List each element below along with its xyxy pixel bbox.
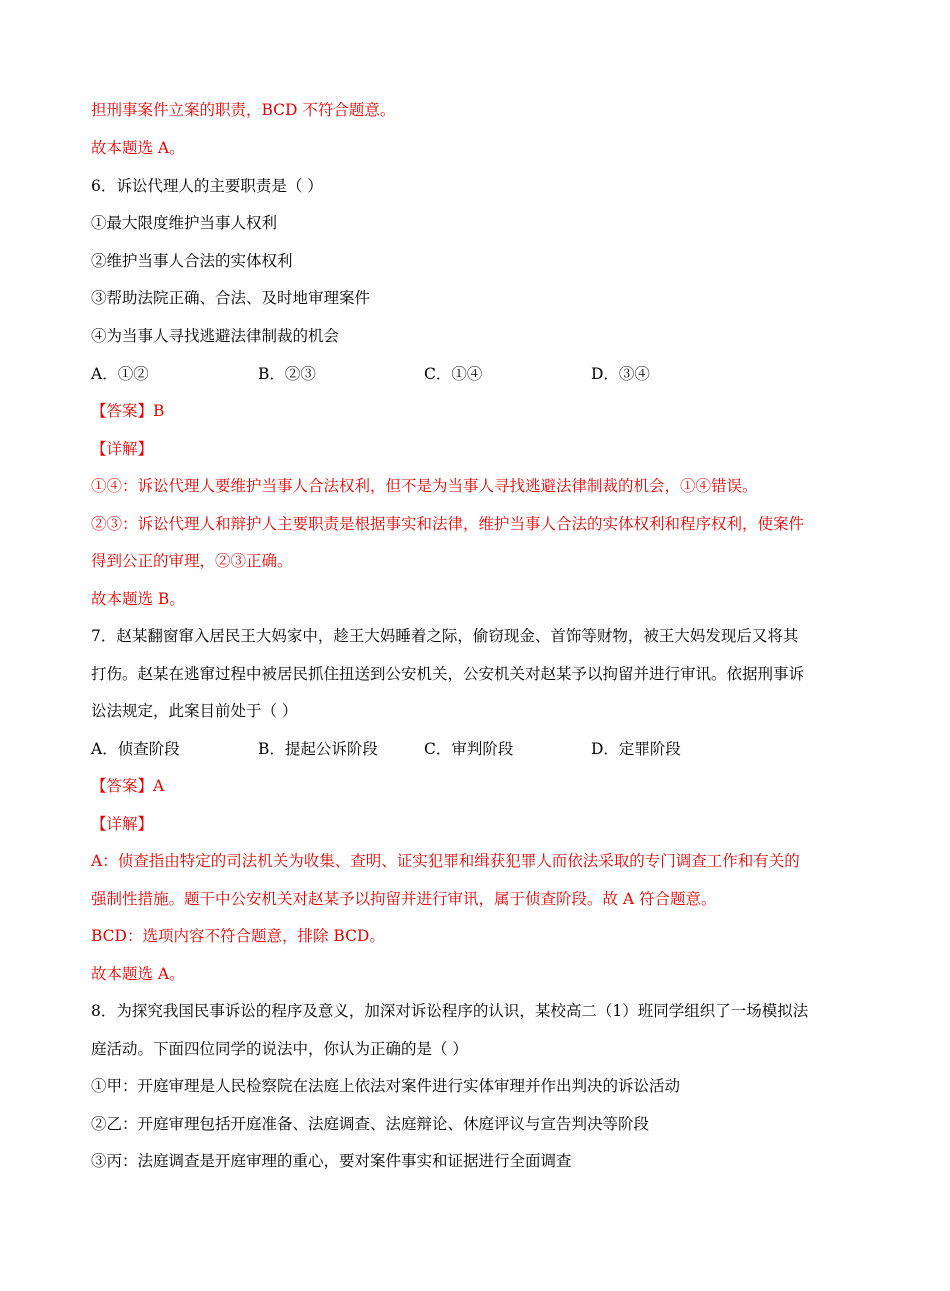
question-6-option-d: D．③④ <box>591 365 650 383</box>
question-6-option-c: C．①④ <box>424 365 483 383</box>
question-7-option-a: A．侦查阶段 <box>91 740 180 758</box>
question-7-stem-3: 讼法规定，此案目前处于（ ） <box>91 702 298 720</box>
question-7-option-b: B．提起公诉阶段 <box>258 740 378 758</box>
question-7-explanation-1b: 强制性措施。题干中公安机关对赵某予以拘留并进行审讯，属于侦查阶段。故 A 符合题意。 <box>91 890 717 908</box>
question-7-option-d: D．定罪阶段 <box>591 740 681 758</box>
question-6-stem: 6．诉讼代理人的主要职责是（ ） <box>91 177 323 195</box>
question-7-explanation-1a: A：侦查指由特定的司法机关为收集、查明、证实犯罪和缉获犯罪人而依法采取的专门调查工作和有关的 <box>91 852 800 870</box>
question-8-stem-1: 8．为探究我国民事诉讼的程序及意义，加深对诉讼程序的认识，某校高二（1）班同学组织了一场模拟法 <box>91 1002 809 1020</box>
final-choice: 故本题选 A。 <box>91 139 185 157</box>
question-6-final-choice: 故本题选 B。 <box>91 590 185 608</box>
question-6-statement-3: ③帮助法院正确、合法、及时地审理案件 <box>91 289 371 307</box>
question-6-option-b: B．②③ <box>258 365 316 383</box>
question-6-detail-heading: 【详解】 <box>91 440 154 458</box>
question-6-option-a: A．①② <box>91 365 149 383</box>
question-6-statement-2: ②维护当事人合法的实体权利 <box>91 252 293 270</box>
question-6-explanation-2a: ②③：诉讼代理人和辩护人主要职责是根据事实和法律，维护当事人合法的实体权利和程序权利，使案件 <box>91 515 805 533</box>
question-8-stem-2: 庭活动。下面四位同学的说法中，你认为正确的是（ ） <box>91 1040 468 1058</box>
question-7-stem-1: 7．赵某翻窗窜入居民王大妈家中，趁王大妈睡着之际，偷窃现金、首饰等财物，被王大妈发现后又将其 <box>91 627 799 645</box>
question-6-explanation-2b: 得到公正的审理，②③正确。 <box>91 552 293 570</box>
question-6-answer: 【答案】B <box>91 402 165 420</box>
question-8-statement-2: ②乙：开庭审理包括开庭准备、法庭调查、法庭辩论、休庭评议与宣告判决等阶段 <box>91 1115 650 1133</box>
explanation-line: 担刑事案件立案的职责，BCD 不符合题意。 <box>91 101 396 119</box>
question-7-explanation-2: BCD：选项内容不符合题意，排除 BCD。 <box>91 927 385 945</box>
question-8-statement-3: ③丙：法庭调查是开庭审理的重心，要对案件事实和证据进行全面调查 <box>91 1152 572 1170</box>
question-6-statement-4: ④为当事人寻找逃避法律制裁的机会 <box>91 327 340 345</box>
question-8-statement-1: ①甲：开庭审理是人民检察院在法庭上依法对案件进行实体审理并作出判决的诉讼活动 <box>91 1077 681 1095</box>
question-7-option-c: C．审判阶段 <box>424 740 514 758</box>
question-7-detail-heading: 【详解】 <box>91 815 154 833</box>
question-7-answer: 【答案】A <box>91 777 165 795</box>
question-6-explanation-1: ①④：诉讼代理人要维护当事人合法权利，但不是为当事人寻找逃避法律制裁的机会，①④错误。 <box>91 477 758 495</box>
question-7-stem-2: 打伤。赵某在逃窜过程中被居民抓住扭送到公安机关，公安机关对赵某予以拘留并进行审讯。依据刑事诉 <box>91 665 805 683</box>
question-6-statement-1: ①最大限度维护当事人权利 <box>91 214 278 232</box>
question-7-final-choice: 故本题选 A。 <box>91 965 185 983</box>
